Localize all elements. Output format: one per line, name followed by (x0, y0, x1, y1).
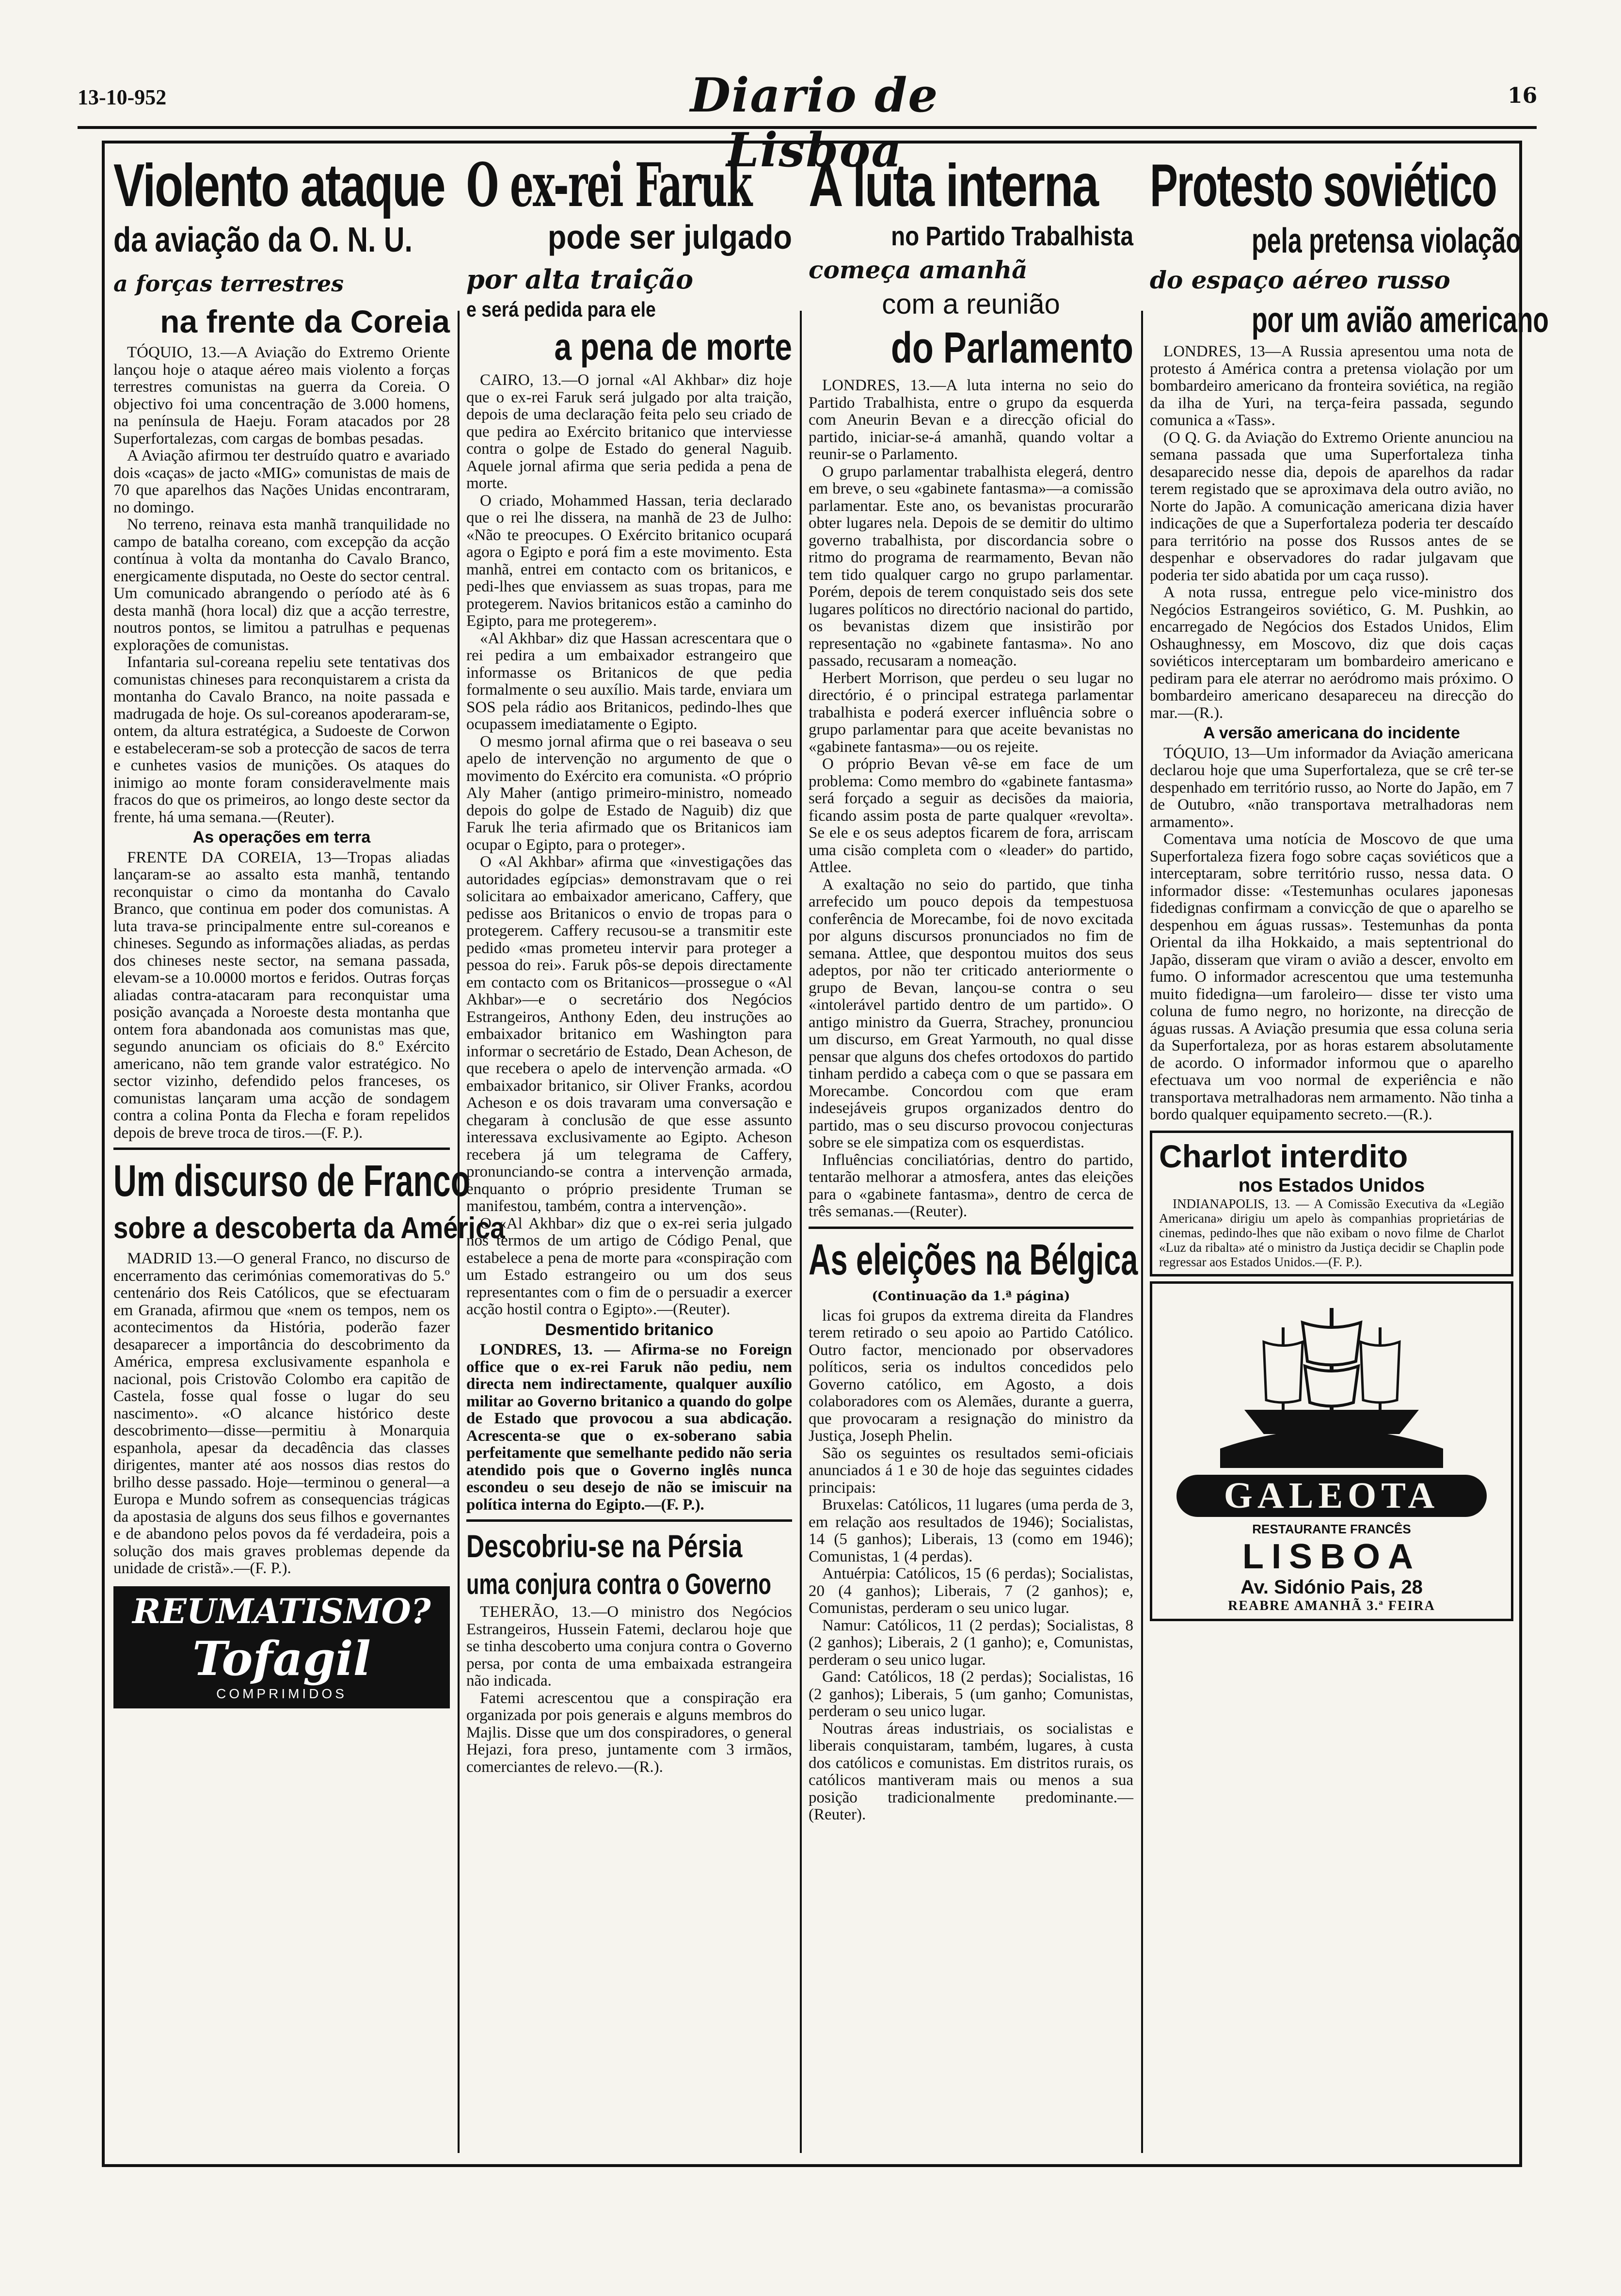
paragraph: O mesmo jornal afirma que o rei baseava o seu apelo de intervenção no argumento de que o movimento do Exército era comunista. «O próprio Aly Maher (antigo primeiro-ministro, nomeado depois do golpe de Estado de Naguib) diz que Faruk lhe teria afirmado que os Britanicos iam ocupar o Egipto, para o proteger». (466, 733, 792, 854)
headline-reuniao: com a reunião (882, 288, 1060, 320)
page-frame (102, 141, 1549, 2167)
headline-belgica: As eleições na Bélgica (809, 1235, 1138, 1284)
paragraph: O criado, Mohammed Hassan, teria declarado que o rei lhe dissera, na manhã de 23 de Julho: «Não te preocupes. O Exército britanico ocupará agora o Egipto e porá fim a este movimento. Esta manhã, entrei em contacto com os britanicos, e pedi-lhes que enviassem as suas tropas, para me protegerem. Navios britanicos estão a caminho do Egipto, para me protegerem». (466, 492, 792, 630)
headline-luta: A luta interna (809, 152, 1098, 219)
headline-faruk: O ex-rei Faruk (466, 150, 752, 221)
paragraph: LONDRES, 13. — Afirma-se no Foreign office que o ex-rei Faruk não pediu, nem directa nem indirectamente, qualquer auxílio militar ao Governo britanico a quando do golpe de Estado que provocou a sua abdicação. Acrescenta-se que o ex-soberano sabia perfeitamente que semelhante pedido não seria atendido pois que o Governo inglês nunca escondeu o seu desejo de não se imiscuir na política interna do Egipto.—(F. P.). (466, 1341, 792, 1514)
headline-charlot: Charlot interdito (1159, 1138, 1408, 1174)
newspaper-title: Diario de Lisboa (690, 68, 939, 177)
paragraph: INDIANAPOLIS, 13. — A Comissão Executiva da «Legião Americana» dirigiu um apelo às companhias proprietárias de cinemas, pedindo-lhes que não exibam o novo filme de Charlot «Luz da ribalta» até o ministro da Justiça decidir se Chaplin pode regressar aos Estados Unidos.—(F. P.). (1159, 1196, 1504, 1269)
paragraph: «Al Akhbar» diz que Hassan acrescentara que o rei pedira a um embaixador estrangeiro que informasse os Britanicos de que pedia formalmente o seu auxílio. Mais tarde, enviara um SOS pela rádio aos Britanicos, pedindo-lhes que ocupassem imediatamente o Egipto. (466, 629, 792, 733)
paragraph: CAIRO, 13.—O jornal «Al Akhbar» diz hoje que o ex-rei Faruk será julgado por alta traição, depois de uma declaração feita pelo seu criado de que pedira ao Exército britanico que interviesse contra o golpe de Estado do general Naguib. Aquele jornal afirma que seria pedida a pena de morte. (466, 371, 792, 492)
paragraph: Noutras áreas industriais, os socialistas e liberais conquistaram, também, lugares, à custa dos católicos e comunistas. Em distritos rurais, os católicos mantiveram mais ou menos a sua posição tradicionalmente predominante.—(Reuter). (809, 1720, 1133, 1823)
ship-logo-icon (1206, 1289, 1458, 1473)
column-2 (460, 150, 799, 2164)
article-body (809, 1307, 1133, 1824)
paragraph: Antuérpia: Católicos, 15 (6 perdas); Socialistas, 20 (4 ganhos); Liberais, 7 (2 ganhos); e, Comunistas, perderam o seu unico lugar. (809, 1565, 1133, 1617)
continuation-note: (Continuação da 1.ª página) (872, 1289, 1070, 1304)
subheading: As operações em terra (192, 828, 371, 846)
headline-estados-unidos: nos Estados Unidos (1238, 1174, 1425, 1196)
paragraph: Fatemi acrescentou que a conspiração era organizada por pois generais e alguns membros do Majlis. Disse que um dos conspiradores, o general Hejazi, fora preso, juntamente com 3 irmãos, comerciantes de relevo.—(R.). (466, 1689, 792, 1776)
ad-brand: GALEOTA (1176, 1475, 1487, 1517)
paragraph: Herbert Morrison, que perdeu o seu lugar no directório, é o principal estratega parlamentar trabalhista e poderá exercer influência sobre o grupo parlamentar para que aceite bevanistas no «gabinete fantasma»—ou os rejeite. (809, 669, 1133, 756)
ad-sub: COMPRIMIDOS (216, 1686, 347, 1701)
headline-aviacao: da aviação da O. N. U. (113, 221, 413, 259)
paragraph: O próprio Bevan vê-se em face de um problema: Como membro do «gabinete fantasma» será forçado a seguir as decisões da maioria, ficando assim posta de parte qualquer «revolta». Se ele e os seus adeptos ficarem de fora, arriscam uma cisão completa com o «leader» do partido, Attlee. (809, 755, 1133, 876)
headline-violacao: pela pretensa violação (1252, 222, 1522, 260)
headline-franco-sub: sobre a descoberta da América (113, 1212, 505, 1245)
headline-coreia: na frente da Coreia (160, 303, 450, 339)
paragraph: TÓQUIO, 13.—A Aviação do Extremo Oriente lançou hoje o ataque aéreo mais violento a forças terrestres comunistas na guerra da Coreia. O objectivo foi uma concentração de 3.000 homens, na península de Haeju. Foram atacados por 28 Superfortalezas, com cargas de bombas pesadas. (113, 344, 450, 447)
paragraph: O grupo parlamentar trabalhista elegerá, dentro em breve, o seu «gabinete fantasma»—a comissão parlamentar. Este ano, os bevanistas procurarão obter lugares nela. Depois de se demitir do ultimo governo trabalhista, por discordancia sobre o ritmo do programa de rearmamento, Bevan não tem tido qualquer cargo no grupo parlamentar. Porém, depois de terem conquistado seis dos sete lugares políticos no directório nacional do partido, os bevanistas dizem que insistirão por representação no «gabinete fantasma». No ano passado, recusaram a nomeação. (809, 462, 1133, 670)
article-body (466, 1604, 792, 1776)
paragraph: LONDRES, 13.—A luta interna no seio do Partido Trabalhista, entre o grupo da esquerda com Aneurin Bevan e a direcção oficial do partido, iniciar-se-á amanhã, quando voltar a reunir-se o Parlamento. (809, 377, 1133, 463)
paragraph: Influências conciliatórias, dentro do partido, tentarão melhorar a atmosfera, antes das eleições para o «gabinete fantasma», dentro de cerca de três semanas.—(Reuter). (809, 1151, 1133, 1220)
article-body (113, 1250, 450, 1578)
paragraph: LONDRES, 13—A Russia apresentou uma nota de protesto á América contra a pretensa violação por um bombardeiro americano da fronteira soviética, na região da ilha de Yuri, na terça-feira passada, segundo comunica a «Tass». (1150, 343, 1513, 429)
ad-brand: Tofagil (192, 1631, 371, 1686)
paragraph: MADRID 13.—O general Franco, no discurso de encerramento das cerimónias comemorativas do 5.º centenário dos Reis Católicos, que se efectuaram em Granada, afirmou que «nem os tempos, nem os acontecimentos da História, poderão fazer desaparecer a importância do descobrimento da América, empresa exclusivamente espanhola e nacional, pois Cristovão Colombo era capitão de Castela, fosse qual fosse o lugar do seu nascimento». «O alcance histórico deste descobrimento—disse—permitiu à Monarquia espanhola, apesar da decadência das classes dirigentes, manter até aos nossos dias restos do brilho desse passado. Hoje—terminou o general—a Europa e Mundo sofrem as consequencias trágicas da apostasia de alguns dos seus filhos e governantes e de abandono pelos povos da fé verdadeira, pois a solução dos mais graves problemas depende da unidade de cristã».—(F. P.). (113, 1250, 450, 1577)
headline-traicao: por alta traição (466, 264, 694, 295)
ad-line: RESTAURANTE FRANCÊS (1252, 1521, 1411, 1536)
headline-franco: Um discurso de Franco (113, 1156, 471, 1206)
headline-pedida: e será pedida para ele (466, 298, 656, 321)
paragraph: A exaltação no seio do partido, que tinha arrefecido um pouco depois da tempestuosa conferência de Morecambe, foi de novo excitada por alguns discursos pronunciados no fim de semana. Attlee, que despontou muitos dos seus adeptos, por não ter criticado anteriormente o grupo de Bevan, lançou-se contra o seu «intolerável partido dentro de um partido». O antigo ministro da Guerra, Strachey, pronunciou um discurso, em Great Yarmouth, no qual disse pensar que alguns dos chefes ortodoxos do partido tinham perdido a cabeça com o que se passara em Morecambe. Concordou com que eram indesejáveis grupos organizados dentro do partido, mas o seu discurso provocou conjecturas sobre se ele simpatiza com os esquerdistas. (809, 876, 1133, 1151)
paragraph: TEHERÃO, 13.—O ministro dos Negócios Estrangeiros, Hussein Fatemi, declarou hoje que se tinha descoberto uma conjura contra o Governo persa, por conta de uma embaixada estrangeira não indicada. (466, 1603, 792, 1690)
headline-julgado: pode ser julgado (547, 218, 792, 256)
paragraph: No terreno, reinava esta manhã tranquilidade no campo de batalha coreano, com excepção da acção contínua à volta da montanha do Cavalo Branco, energicamente disputada, no Oeste do sector central. Um comunicado abrangendo o período até às 6 desta manhã (hora local) diz que a acção terrestre, noutros pontos, se limitou a patrulhas e pequenas explorações de comunistas. (113, 516, 450, 654)
headline-persia: Descobriu-se na Pérsia (466, 1528, 743, 1564)
column-4 (1143, 152, 1549, 2164)
divider (809, 1227, 1133, 1229)
column-1 (107, 152, 505, 2164)
ad-reumatismo (113, 1586, 450, 1708)
paragraph: A nota russa, entregue pelo vice-ministro dos Negócios Estrangeiros soviético, G. M. Pushkin, ao encarregado de Negócios dos Estados Unidos, Elim Oshaughnessy, em Moscovo, diz que dois caças soviéticos interceptaram um bombardeiro americano e pediram para ele aterrar no aeródromo mais próximo. O bombardeiro americano desapareceu na direcção do mar.—(R.). (1150, 584, 1513, 722)
headline-forcas: a forças terrestres (113, 271, 344, 297)
headline-protesto: Protesto soviético (1150, 152, 1496, 219)
column-3 (802, 154, 1140, 2164)
masthead (0, 0, 1621, 177)
ad-title: REUMATISMO? (132, 1591, 431, 1631)
paragraph: Bruxelas: Católicos, 11 lugares (uma perda de 3, em relação aos resultados de 1946); Socialistas, 14 (5 ganhos); Liberais, 13 (como em 1946); Comunistas, 1 (4 perdas). (809, 1496, 1133, 1565)
masthead-rule (78, 126, 1537, 129)
paragraph: Namur: Católicos, 11 (2 perdas); Socialistas, 8 (2 ganhos); Liberais, 2 (1 ganho); e, Comunistas, perderam o seu unico lugar. (809, 1616, 1133, 1669)
paragraph: São os seguintes os resultados semi-oficiais anunciados á 1 e 30 de hoje das seguintes cidades principais: (809, 1444, 1133, 1497)
headline-violento: Violento ataque (113, 152, 445, 219)
paragraph: TÓQUIO, 13—Um informador da Aviação americana declarou hoje que uma Superfortaleza, que se crê ter-se despenhado em território russo, ao Norte do Japão, em 7 de Outubro, «não transportava metralhadoras nem armamento». (1150, 744, 1513, 831)
headline-comeca: começa amanhã (809, 255, 1028, 284)
subheading: Desmentido britanico (545, 1320, 714, 1339)
paragraph: Infantaria sul-coreana repeliu sete tentativas dos comunistas chineses para reconquistarem a crista da montanha do Cavalo Branco, na noite passada e madrugada de hoje. Os sul-coreanos apoderaram-se, ontem, da altura estratégica, a Sudoeste de Corwon e estabeleceram-se sob a protecção de sacos de terra e cunhetes vasios de munições. Os ataques do inimigo ao monte foram consideravelmente mais fracos do que os primeiros, ao longo deste sector da frente, há uma semana.—(Reuter). (113, 654, 450, 826)
headline-partido: no Partido Trabalhista (891, 221, 1133, 251)
paragraph: licas foi grupos da extrema direita da Flandres terem retirado o seu apoio ao Partido Católico. Outro factor, mencionado por observadores políticos, seria os indultos concedidos pelo Governo católico, em Agosto, a dois colaboradores com os Alemães, durante a guerra, que provocaram a resignação do ministro da Justiça, Joseph Phelin. (809, 1307, 1133, 1445)
headline-aviao: por um avião americano (1252, 300, 1549, 340)
article-body (1159, 1196, 1504, 1269)
paragraph: O «Al Akhbar» diz que o ex-rei seria julgado nos termos de um artigo de Código Penal, que estabelece a pena de morte para «conspiração com um Estado estrangeiro ou um dos seus representantes com o fim de o persuadir a exercer acção hostil contra o Egipto».—(Reuter). (466, 1214, 792, 1318)
paragraph: Gand: Católicos, 18 (2 perdas); Socialistas, 16 (2 ganhos); Liberais, 5 (um ganho; Comunistas, perderam o seu unico lugar. (809, 1668, 1133, 1720)
charlot-box (1150, 1131, 1513, 1276)
divider (113, 1148, 450, 1150)
paragraph: FRENTE DA COREIA, 13—Tropas aliadas lançaram-se ao assalto esta manhã, tentando reconquistar o cimo da montanha do Cavalo Branco, que continua em poder dos comunistas. A luta trava-se principalmente entre sul-coreanos e chineses. Segundo as informações aliadas, as perdas dos chineses neste sector, na semana passada, elevam-se a 10.0000 mortos e feridos. Outras forças aliadas contra-atacaram para reconquistar uma posição avançada a Noroeste desta montanha que ontem fora abandonada aos comunistas mas que, segundo anunciam os oficiais do 8.º Exército americano, não tem grande valor estratégico. No sector vizinho, defendido pelos franceses, os comunistas lançaram uma acção de sondagem contra a colina Ponta da Flecha e foram repelidos depois de breve troca de tiros.—(F. P.). (113, 848, 450, 1142)
issue-date: 13-10-952 (78, 85, 167, 109)
subheading: A versão americana do incidente (1203, 724, 1460, 742)
article-body (1150, 343, 1513, 1124)
ad-reopen: REABRE AMANHÃ 3.ª FEIRA (1228, 1598, 1435, 1613)
paragraph: (O Q. G. da Aviação do Extremo Oriente anunciou na semana passada que uma Superfortaleza tinha desaparecido nesse dia, depois de aparelhos da radar terem registado que se aproximava dela outro avião, no Norte do Japão. A comunicação americana dizia haver indicações de que a Superfortaleza poderia ter descaído para território na posse dos Russos antes de se despenhar e observadores do radar julgavam que poderia ter sido abatida por um caça russo). (1150, 429, 1513, 584)
headline-espaco: do espaço aéreo russo (1150, 266, 1450, 294)
ad-city: LISBOA (1242, 1537, 1421, 1576)
ad-address: Av. Sidónio Pais, 28 (1240, 1576, 1423, 1598)
headline-pena: a pena de morte (554, 325, 792, 368)
article-body (466, 372, 792, 1514)
article-body (809, 377, 1133, 1221)
paragraph: A Aviação afirmou ter destruído quatro e avariado dois «caças» de jacto «MIG» comunistas de mais de 70 que aparelhos das Nações Unidas encontraram, no domingo. (113, 447, 450, 516)
ad-galeota (1150, 1281, 1513, 1621)
page-number: 16 (1508, 83, 1538, 108)
headline-parlamento: do Parlamento (890, 324, 1133, 372)
divider (466, 1519, 792, 1522)
headline-conjura: uma conjura contra o Governo (466, 1568, 771, 1600)
article-body (113, 344, 450, 1142)
paragraph: O «Al Akhbar» afirma que «investigações das autoridades egípcias» demonstravam que o rei solicitara ao embaixador americano, Caffery, que pedisse aos Britanicos o envio de tropas para o protegerem. Caffery recusou-se a transmitir este pedido «mas prometeu intervir para proteger a pessoa do rei». Faruk pôs-se depois directamente em contacto com os Britanicos—prossegue o «Al Akhbar»—e o secretário dos Negócios Estrangeiros, Anthony Eden, deu instruções ao embaixador britanico em Washington para informar o secretário de Estado, Dean Acheson, de que recebera o apelo de intervenção armada. «O embaixador britanico, sir Oliver Franks, acordou Acheson e os dois travaram uma conversação e chegaram à conclusão de que esse assunto interessava exclusivamente ao Egipto. Acheson recebera já um telegrama de Caffery, pronunciando-se contra a intervenção armada, enquanto o próprio presidente Truman se manifestou, também, contra a intervenção». (466, 853, 792, 1215)
paragraph: Comentava uma notícia de Moscovo de que uma Superfortaleza fizera fogo sobre caças soviéticos que a interceptaram, sobre território russo, nessa data. O informador disse: «Testemunhas oculares japonesas fidedignas confirmam a convicção de que o aparelho se despenhou em águas russas». Testemunhas da ponta Oriental da ilha Hokkaido, a mais septentrional do Japão, disseram que viram o avião a descer, envolto em fumo. O informador acrescentou que uma testemunha muito fidedigna—um faroleiro— disse ter visto uma coluna de fumo negro, no horizonte, na direcção de águas russas. A Aviação presumia que essa coluna seria da Superfortaleza, por as horas estarem absolutamente de acordo. O informador informou que o aparelho efectuava um voo normal de experiência e não transportava metralhadoras nem armamento. Não tinha a bordo qualquer equipamento secreto.—(R.). (1150, 830, 1513, 1123)
